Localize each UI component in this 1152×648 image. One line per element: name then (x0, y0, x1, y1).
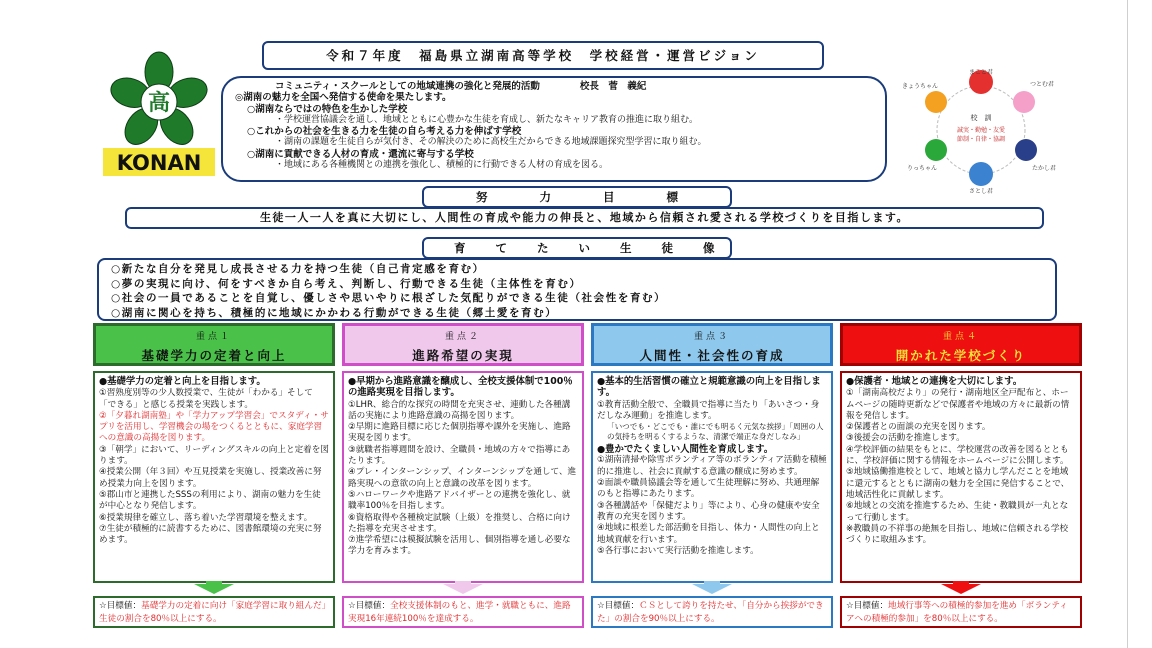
motto-line-2: 節制・自律・協調 (956, 136, 1006, 143)
focus-line: ②早期に進路目標に応じた個別指導や課外を実施し、進路実現を図ります。 (348, 422, 571, 444)
focus-heading: ●基礎学力の定着と向上を目指します。 (99, 376, 266, 387)
emblem-character: 高 (147, 91, 171, 116)
target-box (591, 596, 833, 628)
school-logo (103, 50, 215, 176)
vision-mission: ◎湖南の魅力を全国へ発信する使命を果たします。 (235, 92, 452, 104)
vision-lead-text: コミュニティ・スクールとしての地域連携の強化と発展的活動 (275, 81, 540, 92)
focus-line: ④学校評価の結果をもとに、学校運営の改善を図るとともに、学校評価に関する情報をホームページに公開します。 (846, 444, 1069, 467)
focus-name: 開かれた学校づくり (895, 348, 1027, 363)
focus-line: ⑤地域協働推進校として、地域と協力し学んだことを地域に還元するとともに湖南の魅力を全国に発信することで、地域活性化に貢献します。 (846, 467, 1070, 500)
vision-item-sub: ・地域にある各種機関との連携を強化し、積極的に行動できる人材の育成を図る。 (275, 160, 609, 171)
logo-text: KONAN (116, 151, 202, 175)
target-value: 基礎学力の定着に向け「家庭学習に取り組んだ」生徒の割合を80％以上にする。 (99, 601, 326, 624)
student-item: ○新たな自分を発見し成長させる力を持つ生徒（自己肯定感を育む） (111, 263, 485, 275)
focus-header (93, 323, 335, 366)
focus-line: ①湖南清掃や除雪ボランティア等のボランティア活動を積極的に推進し、社会に貢献する意識の醸成に努めます。 (597, 455, 827, 477)
focus-name: 進路希望の実現 (412, 348, 514, 363)
target-label: ☆目標値： (348, 601, 391, 611)
focus-header (591, 323, 833, 366)
mascot-label-bottom-left: りっちゃん (906, 165, 938, 172)
mascot-label-top-right: つとむ君 (1029, 81, 1055, 88)
vision-item-sub: ・学校運営協議会を通し、地域とともに心豊かな生徒を育成し、新たなキャリア教育の推進に取り組む。 (275, 114, 699, 125)
focus-line: ※教職員の不祥事の絶無を目指し、地域に信頼される学校づくりに取組みます。 (846, 523, 1069, 546)
goal-text: 生徒一人一人を真に大切にし、人間性の育成や能力の伸長と、地域から信頼され愛される学校づくりを目指します。 (125, 207, 1044, 229)
focus-name: 人間性・社会性の育成 (639, 348, 785, 363)
focus-line: ⑦生徒が積極的に読書するために、図書館環境の充実に努めます。 (99, 523, 322, 546)
principal-name: 校長 菅 義紀 (579, 81, 647, 92)
target-value: 地域行事等への積極的参加を進め「ボランティアへの積極的参加」を80％以上にする。 (846, 601, 1068, 624)
focus-number: 重点２ (444, 332, 481, 342)
focus-number: 重点３ (693, 332, 730, 342)
focus-line: ⑤ハローワークや進路アドバイザーとの連携を強化し、就職率100％を目指します。 (348, 489, 571, 512)
page-title: 令和７年度 福島県立湖南高等学校 学校経営・運営ビジョン (262, 41, 824, 70)
students-box (97, 258, 1057, 321)
focus-header (840, 323, 1082, 366)
focus-line: 「いつでも・どこでも・誰にでも明るく元気な挨拶」「周囲の人の気持ちを明るくするような、清潔で端正な身だしなみ」 (607, 422, 824, 441)
vision-item-head: ○湖南に貢献できる人材の育成・還流に寄与する学校 (247, 148, 474, 160)
down-arrow-icon (443, 584, 483, 594)
emblem-icon (103, 50, 215, 176)
mascot-label-top: まこと君 (968, 69, 994, 76)
focus-line: ②保護者との面談の充実を図ります。 (846, 422, 991, 433)
focus-line: ④地域に根差した部活動を目指し、体力・人間性の向上と地域貢献を行います。 (597, 523, 820, 545)
down-arrow-icon (194, 584, 234, 594)
focus-header (342, 323, 584, 366)
goal-title: 努力目標 (422, 186, 732, 208)
motto-line-1: 誠実・勤勉・友愛 (956, 127, 1006, 134)
focus-line: ③各種講話や「保健だより」等により、心身の健康や安全教育の充実を図ります。 (597, 500, 820, 522)
target-value: ＣＳとして誇りを持たせ、「自分から挨拶ができた」の割合を90％以上にする。 (597, 601, 824, 624)
focus-line: ③就職者指導週間を設け、全職員・地域の方々で指導にあたります。 (348, 444, 571, 467)
target-label: ☆目標値： (846, 601, 889, 611)
students-title: 育てたい生徒像 (422, 237, 732, 259)
page-edge-rule (1127, 0, 1128, 648)
focus-body (93, 371, 335, 583)
student-item: ○湖南に関心を持ち、積極的に地域にかかわる行動ができる生徒（郷土愛を育む） (111, 306, 558, 319)
student-item: ○社会の一員であることを自覚し、優しさや思いやりに根ざした気配りができる生徒（社会性を育む） (111, 292, 667, 304)
focus-line: ②「夕暮れ湖南塾」や「学力アップ学習会」でスタディ・サプリを活用し、学習機会の場をつくるとともに、家庭学習への意識の高揚を図ります。 (99, 410, 329, 444)
motto-title: 校 訓 (970, 114, 992, 122)
focus-body (591, 371, 833, 583)
focus-body (840, 371, 1082, 583)
focus-line: ①教育活動全般で、全職員で指導に当たり「あいさつ・身だしなみ運動」を推進します。 (597, 399, 820, 421)
focus-line: ②面談や職員協議会等を通して生徒理解に努め、共通理解のもと指導にあたります。 (597, 478, 820, 500)
down-arrow-icon (941, 584, 981, 594)
focus-line: ①「湖南高校だより」の発行・湖南地区全戸配布と、ホームページの随時更新などで保護者や地域の方々に最新の情報を発信します。 (846, 388, 1070, 421)
focus-number: 重点１ (195, 332, 232, 342)
focus-line: ●豊かでたくましい人間性を育成します。 (597, 444, 774, 456)
focus-heading: ●保護者・地域との連携を大切にします。 (846, 376, 1023, 387)
down-arrow-icon (692, 584, 732, 594)
school-motto-diagram (902, 66, 1060, 194)
target-label: ☆目標値： (597, 601, 640, 611)
mascot-label-bottom: さとし君 (968, 188, 994, 194)
target-box (342, 596, 584, 628)
focus-number: 重点４ (942, 332, 979, 342)
focus-line: ①LHR、総合的な探究の時間を充実させ、連動した各種講話の実施により進路意識の高揚を図ります。 (348, 399, 571, 421)
student-item: ○夢の実現に向け、何をすべきか自ら考え、判断し、行動できる生徒（主体性を育む） (111, 277, 582, 290)
focus-line: ①習熟度別等の少人数授業で、生徒が「わかる」そして「できる」と感じる授業を実践します。 (99, 388, 313, 410)
focus-line: ⑤郡山市と連携したSSSの利用により、湖南の魅力を生徒が中心となり発信します。 (99, 489, 321, 512)
target-value: 全校支援体制のもと、進学・就職ともに、進路実現16年連続100％を達成する。 (348, 601, 571, 624)
mascot-label-left: きょうちゃん (902, 83, 939, 90)
vision-item-head: ○これからの社会を生きる力を生徒の自ら考える力を伸ばす学校 (247, 126, 522, 138)
vision-box (221, 76, 887, 182)
target-box (840, 596, 1082, 628)
focus-line: ④プレ・インターンシップ、インターンシップを通して、進路実現への意欲の向上と意識の改革を図ります。 (348, 467, 577, 489)
focus-line: ③後援会の活動を推進します。 (846, 433, 965, 444)
focus-name: 基礎学力の定着と向上 (141, 348, 287, 363)
focus-line: ⑥資格取得や各種検定試験（上級）を推奨し、合格に向けた指導を充実させます。 (348, 512, 571, 534)
focus-line: ④授業公開（年３回）や互見授業を実施し、授業改善に努め授業力向上を図ります。 (99, 467, 322, 489)
focus-heading: ●基本的生活習慣の確立と規範意識の向上を目指します。 (597, 376, 821, 399)
focus-line: ⑥授業規律を確立し、落ち着いた学習環境を整えます。 (99, 512, 313, 523)
vision-item-head: ○湖南ならではの特色を生かした学校 (247, 103, 408, 115)
focus-line: ⑦進学希望には模擬試験を活用し、個別指導を通し必要な学力を育みます。 (348, 535, 571, 557)
target-box (93, 596, 335, 628)
focus-line: ⑤各行事において実行活動を推進します。 (597, 545, 759, 556)
target-label: ☆目標値： (99, 601, 142, 611)
focus-line: ③「朝学」において、リーディングスキルの向上と定着を図ります。 (99, 444, 329, 467)
mascot-label-right: たかし君 (1031, 165, 1057, 172)
focus-body (342, 371, 584, 583)
vision-lead (235, 81, 875, 92)
vision-item-sub: ・湖南の課題を生徒自らが気付き、その解決のために高校生だからできる地域課題探究型学習に取り組む。 (275, 137, 707, 148)
focus-line: ⑥地域との交流を推進するため、生徒・教職員が一丸となって行動します。 (846, 501, 1069, 523)
focus-heading: ●早期から進路意識を醸成し、全校支援体制で100％の進路実現を目指します。 (348, 376, 573, 399)
